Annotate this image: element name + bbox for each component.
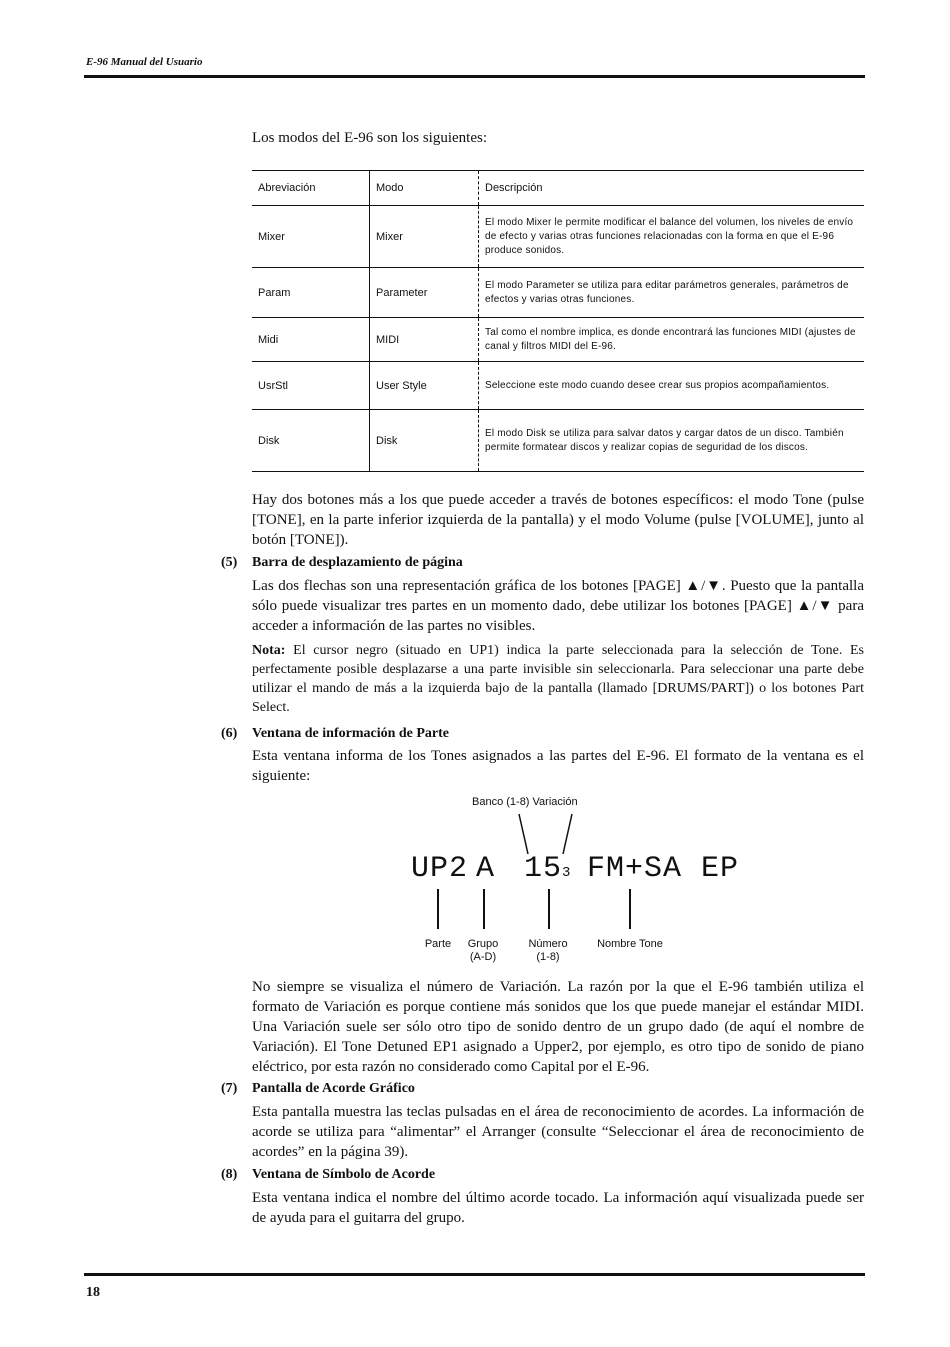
lcd-number: 15 xyxy=(524,852,563,886)
label-group-range: (A-D) xyxy=(469,951,497,963)
buttons-paragraph: Hay dos botones más a los que puede acceder a través de botones específicos: el modo Tone (pulse [TONE], en la parte inferior izquierda de la pantalla) y el modo Volume (pulse [VOLUME], junto al botón [TONE]). xyxy=(252,492,864,548)
section-7-body: Esta pantalla muestra las teclas pulsadas en el área de reconocimiento de acordes. La información de acorde se utiliza para “alimentar” el Arranger (consulte “Seleccionar el área de reconocimiento de acordes” en la página 39). xyxy=(252,1104,864,1160)
table-row xyxy=(252,362,864,410)
section-8-body: Esta ventana indica el nombre del último acorde tocado. La información aquí visualizada puede ser de ayuda para el guitarra del grupo. xyxy=(252,1190,864,1226)
section-8-number: (8) xyxy=(221,1167,238,1182)
cell-abbreviation: Midi xyxy=(252,318,370,362)
cell-abbreviation: Disk xyxy=(252,410,370,472)
section-5-body: Las dos flechas son una representación gráfica de los botones [PAGE] ▲/▼. Puesto que la pantalla sólo puede visualizar tres partes en un momento dado, debe utilizar los botones [PAGE] ▲/▼ para acceder a información de las partes no visibles. xyxy=(252,578,864,634)
label-number-range: (1-8) xyxy=(536,951,560,963)
cell-mode: User Style xyxy=(370,362,479,410)
bank-variation-label: Banco (1-8) Variación xyxy=(472,796,578,808)
variation-pointer-line xyxy=(563,814,572,854)
section-5-number: (5) xyxy=(221,555,238,570)
table-row xyxy=(252,410,864,472)
variation-paragraph: No siempre se visualiza el número de Variación. La razón por la que el E-96 también utiliza el formato de Variación es porque contiene más sonidos que los que puede manejar el estándar MIDI. Una Variación suele ser sólo otro tipo de sonido dentro de un grupo dado (de aquí el nombre de Variación). El Tone Detuned EP1 asignado a Upper2, por ejemplo, es otro tipo de sonido de piano eléctrico, por esta razón no considerado como Capital por el E-96. xyxy=(252,979,864,1075)
section-6-body: Esta ventana informa de los Tones asignados a las partes del E-96. El formato de la ventana es el siguiente: xyxy=(252,748,864,784)
cell-mode: Parameter xyxy=(370,268,479,318)
lcd-variation: 3 xyxy=(562,865,572,881)
cell-mode: Mixer xyxy=(370,206,479,268)
cell-mode: MIDI xyxy=(370,318,479,362)
section-8-title: Ventana de Símbolo de Acorde xyxy=(252,1167,436,1182)
number-tick xyxy=(548,889,550,929)
running-header: E-96 Manual del Usuario xyxy=(86,56,203,68)
bank-pointer-line xyxy=(519,814,528,854)
lcd-group: A xyxy=(476,852,496,886)
cell-description: El modo Parameter se utiliza para editar parámetros generales, parámetros de efectos y varias otras funciones. xyxy=(479,268,865,318)
name-tick xyxy=(629,889,631,929)
section-6-number: (6) xyxy=(221,726,238,741)
cell-abbreviation: Param xyxy=(252,268,370,318)
note-label: Nota: xyxy=(252,643,286,658)
cell-description: Seleccione este modo cuando desee crear sus propios acompañamientos. xyxy=(479,362,865,410)
table-row xyxy=(252,206,864,268)
section-7-number: (7) xyxy=(221,1081,238,1096)
section-7-title: Pantalla de Acorde Gráfico xyxy=(252,1081,415,1096)
table-row xyxy=(252,268,864,318)
lcd-tone-name: FM+SA EP xyxy=(587,852,740,886)
label-part: Parte xyxy=(424,938,452,950)
lcd-number-block xyxy=(524,852,571,886)
section-5-note xyxy=(252,641,864,717)
cell-description: El modo Mixer le permite modificar el balance del volumen, los niveles de envío de efecto y varias otras funciones relacionadas con la forma en que el E-96 produce sonidos. xyxy=(479,206,865,268)
footer-rule xyxy=(84,1273,865,1276)
cell-abbreviation: UsrStl xyxy=(252,362,370,410)
intro-text: Los modos del E-96 son los siguientes: xyxy=(252,130,487,146)
header-rule xyxy=(84,75,865,78)
cell-mode: Disk xyxy=(370,410,479,472)
section-6-title: Ventana de información de Parte xyxy=(252,726,450,741)
cell-description: Tal como el nombre implica, es donde encontrará las funciones MIDI (ajustes de canal y filtros MIDI del E-96. xyxy=(479,318,865,362)
part-tick xyxy=(437,889,439,929)
label-tone-name: Nombre Tone xyxy=(597,938,663,950)
table-row xyxy=(252,318,864,362)
note-text: El cursor negro (situado en UP1) indica la parte seleccionada para la selección de Tone. Es perfectamente posible desplazarse a una parte invisible sin seleccionarla. Para seleccionar una parte debe utilizar el mando de más a la izquierda bajo de la pantalla (llamado [DRUMS/PART]) o los botones Part Select. xyxy=(252,643,865,715)
section-5-title: Barra de desplazamiento de página xyxy=(252,555,463,570)
page-number: 18 xyxy=(86,1285,100,1300)
label-number: Número xyxy=(528,938,568,950)
column-header-abbreviation: Abreviación xyxy=(252,171,370,206)
lcd-part: UP2 xyxy=(411,852,469,886)
column-header-mode: Modo xyxy=(370,171,479,206)
cell-description: El modo Disk se utiliza para salvar datos y cargar datos de un disco. También permite formatear discos y realizar copias de seguridad de los discos. xyxy=(479,410,865,472)
group-tick xyxy=(483,889,485,929)
modes-table xyxy=(252,170,864,472)
label-group: Grupo xyxy=(467,938,499,950)
column-header-description: Descripción xyxy=(479,171,865,206)
table-header-row xyxy=(252,171,864,206)
cell-abbreviation: Mixer xyxy=(252,206,370,268)
